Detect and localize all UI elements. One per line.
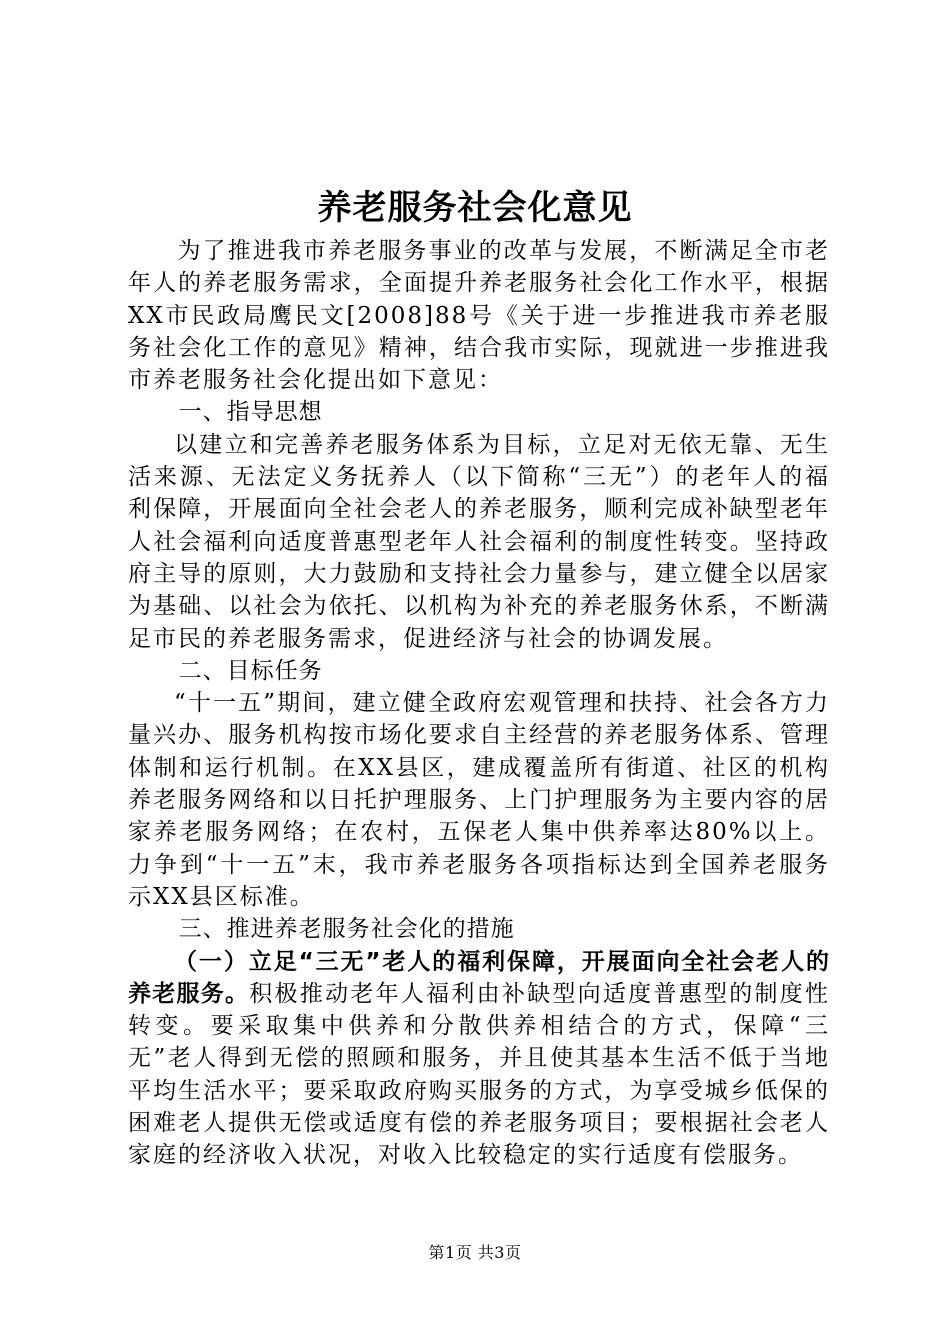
document-title: 养老服务社会化意见 xyxy=(317,188,633,228)
section-heading-goals: 二、目标任务 xyxy=(178,657,323,684)
section-heading-measures: 三、推进养老服务社会化的措施 xyxy=(178,916,515,943)
section-paragraph-goals: “十一五”期间，建立健全政府宏观管理和扶持、社会各方力量兴办、服务机构按市场化要求自主经营的养老服务体系、管理体制和运行机制。在XX县区，建成覆盖所有街道、社区的机构养老服务网络和以日托护理服务、上门护理服务为主要内容的居家养老服务网络；在农村，五保老人集中供养率达80%以上。力争到“十一五”末，我市养老服务各项指标达到全国养老服务示XX县区标准。 xyxy=(128,690,830,910)
section-heading-guiding-ideology: 一、指导思想 xyxy=(178,399,323,426)
page-footer: 第1页 共3页 xyxy=(428,1243,522,1262)
section-paragraph-guiding-ideology: 以建立和完善养老服务体系为目标，立足对无依无靠、无生活来源、无法定义务抚养人（以下简称“三无”）的老年人的福利保障，开展面向全社会老人的养老服务，顺利完成补缺型老年人社会福利向适度普惠型老年人社会福利的制度性转变。坚持政府主导的原则，大力鼓励和支持社会力量参与，建立健全以居家为基础、以社会为依托、以机构为补充的养老服务休系，不断满足市民的养老服务需求，促进经济与社会的协调发展。 xyxy=(128,431,830,652)
intro-paragraph: 为了推进我市养老服务事业的改革与发展，不断满足全市老年人的养老服务需求，全面提升养老服务社会化工作水平，根据XX市民政局鹰民文[2008]88号《关于进一步推进我市养老服务社会化工作的意见》精神，结合我市实际，现就进一步推进我市养老服务社会化提出如下意见： xyxy=(128,238,830,394)
measure-lead-text: （一）立足“三无”老人的福利保障，开展面向全社会老人的养老服务。 xyxy=(128,948,830,1007)
measure-body-text: 积极推动老年人福利由补缺型向适度普惠型的制度性转变。要采取集中供养和分散供养相结合的方式，保障“三无”老人得到无偿的照顾和服务，并且使其基本生活不低于当地平均生活水平；要采取政府购买服务的方式，为享受城乡低保的困难老人提供无偿或适度有偿的养老服务项目；要根据社会老人家庭的经济收入状况，对收入比较稳定的实行适度有偿服务。 xyxy=(128,980,831,1169)
section-paragraph-measures xyxy=(128,946,830,1172)
document-body xyxy=(128,235,830,1172)
